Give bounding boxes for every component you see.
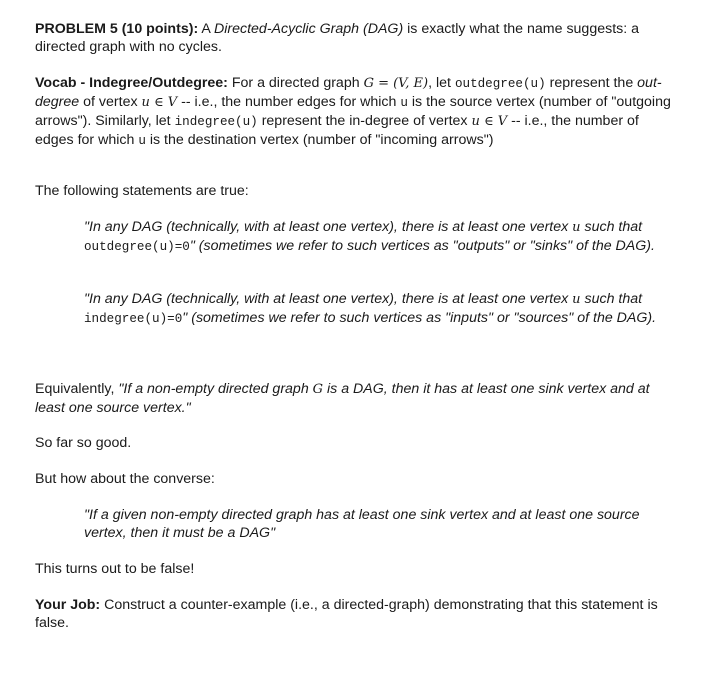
vocab-heading: Vocab - Indegree/Outdegree: xyxy=(35,75,228,91)
equivalently-paragraph: Equivalently, "If a non-empty directed graph G is a DAG, then it has at least one sink vertex and at least one source vertex." xyxy=(35,381,650,416)
converse-quote: "If a given non-empty directed graph has at least one sink vertex and at least one source vertex, then it must be a DAG" xyxy=(84,507,640,541)
converse-intro: But how about the converse: xyxy=(35,471,215,487)
false-line: This turns out to be false! xyxy=(35,561,195,577)
outdegree-function: outdegree(u) xyxy=(454,77,546,91)
quote-outdegree: "In any DAG (technically, with at least one vertex), there is at least one vertex u such that outdegree(u)=0" (sometimes we refer to such vertices as "outputs" or "sinks" of the DAG). xyxy=(84,219,655,254)
dag-term: Directed-Acyclic Graph (DAG) xyxy=(213,21,404,37)
indegree-function: indegree(u) xyxy=(174,115,258,129)
statements-intro: The following statements are true: xyxy=(35,183,249,199)
quote-indegree: "In any DAG (technically, with at least one vertex), there is at least one vertex u such that indegree(u)=0" (sometimes we refer to such vertices as "inputs" or "sources" of the DAG). xyxy=(84,291,657,326)
job-heading: Your Job: xyxy=(35,597,101,613)
vertex-membership: u ∈ V xyxy=(141,95,178,110)
out-degree-term: out-degree xyxy=(35,75,662,110)
vocab-paragraph: Vocab - Indegree/Outdegree: For a directed graph G = (V, E), let outdegree(u) represent the out-degree of vertex u ∈ V -- i.e., the number edges for which u is the source vertex (number of "outgoing arrows"). Similarly, let indegree(u) represent the in-degree of vertex u ∈ V -- i.e., the number of edges for which u is the destination vertex (number of "incoming arrows") xyxy=(35,75,671,148)
so-far-line: So far so good. xyxy=(35,435,132,451)
job-paragraph: Your Job: Construct a counter-example (i.e., a directed-graph) demonstrating that this statement is false. xyxy=(35,597,658,631)
graph-expression: G = (V, E) xyxy=(363,76,429,91)
problem-heading: PROBLEM 5 (10 points): xyxy=(35,21,199,37)
problem-intro: PROBLEM 5 (10 points): A Directed-Acyclic Graph (DAG) is exactly what the name suggests: a directed graph with no cycles. xyxy=(35,21,640,55)
